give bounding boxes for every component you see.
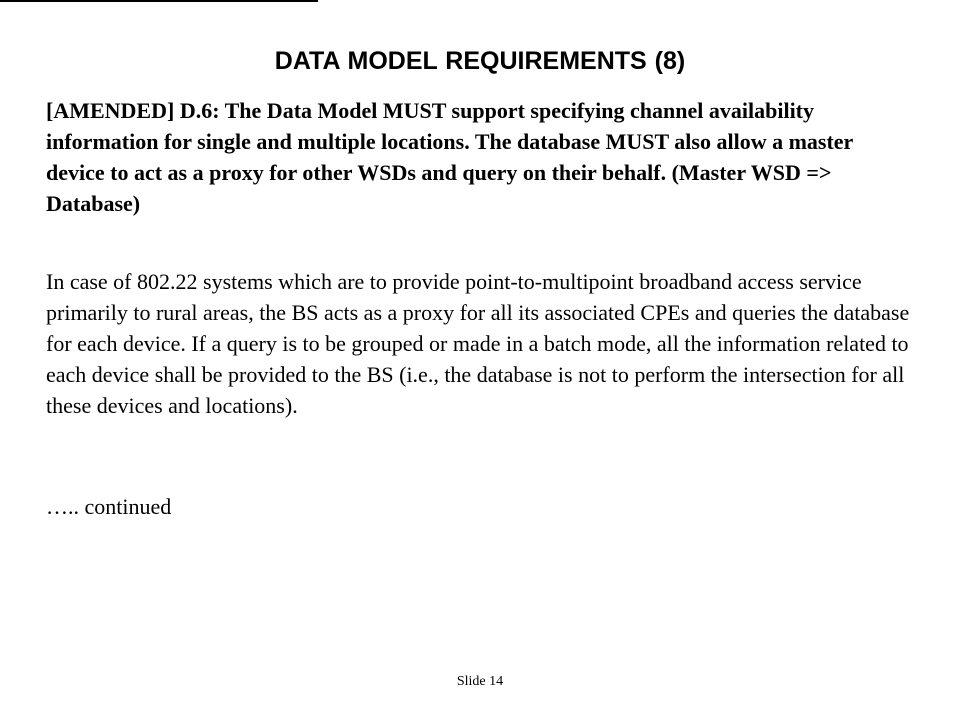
slide-number: Slide 14: [456, 674, 504, 689]
top-divider: [0, 0, 318, 2]
requirement-text: [AMENDED] D.6: The Data Model MUST support specifying channel availability information for single and multiple locations. The database MUST also allow a master device to act as a proxy for other WSDs and query on their behalf. (Master WSD => Database): [46, 98, 853, 216]
slide-title: DATA MODEL REQUIREMENTS (8): [274, 47, 686, 75]
description-text: In case of 802.22 systems which are to provide point-to-multipoint broadband access service primarily to rural areas, the BS acts as a proxy for all its associated CPEs and queries the database for each device. If a query is to be grouped or made in a batch mode, all the information related to each device shall be provided to the BS (i.e., the database is not to perform the intersection for all these devices and locations).: [46, 269, 910, 418]
continued-text: ….. continued: [46, 494, 172, 519]
